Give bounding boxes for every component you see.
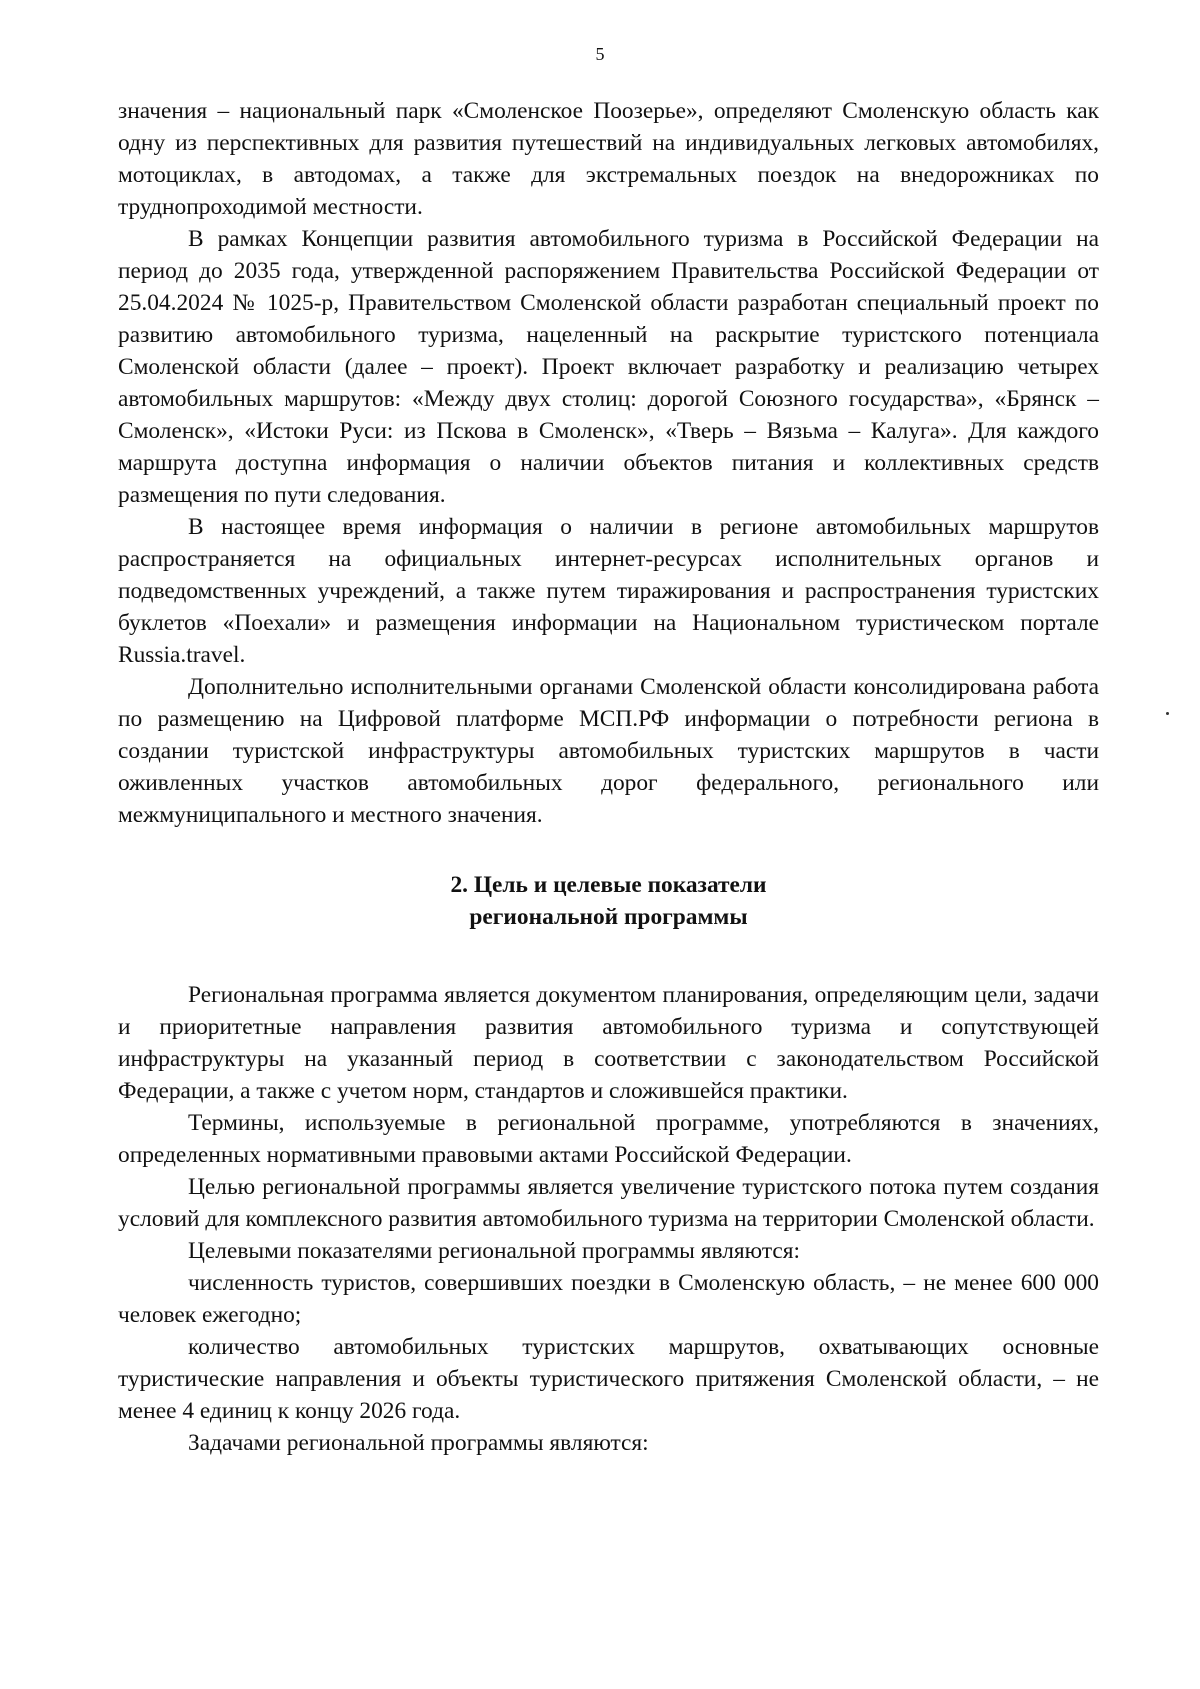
paragraph: В рамках Концепции развития автомобильного туризма в Российской Федерации на период до 2035 года, утвержденной распоряжением Правительства Российской Федерации от 25.04.2024 № 1025-р, Правительством Смоленской области разработан специальный проект по развитию автомобильного туризма, нацеленный на раскрытие туристского потенциала Смоленской области (далее – проект). Проект включает разработку и реализацию четырех автомобильных маршрутов: «Между двух столиц: дорогой Союзного государства», «Брянск – Смоленск», «Истоки Руси: из Пскова в Смоленск», «Тверь – Вязьма – Калуга». Для каждого маршрута доступна информация о наличии объектов питания и коллективных средств размещения по пути следования. [118,226,1099,508]
document-body [118,95,1099,1459]
paragraph: значения – национальный парк «Смоленское Поозерье», определяют Смоленскую область как одну из перспективных для развития путешествий на индивидуальных легковых автомобилях, мотоциклах, в автодомах, а также для экстремальных поездок на внедорожниках по труднопроходимой местности. [118,98,1099,220]
paragraph: количество автомобильных туристских маршрутов, охватывающих основные туристические направления и объекты туристического притяжения Смоленской области, – не менее 4 единиц к концу 2026 года. [118,1334,1099,1424]
paragraph: Задачами региональной программы являются: [188,1430,649,1456]
section-heading-line-1: 2. Цель и целевые показатели [450,872,767,898]
paragraph: численность туристов, совершивших поездки в Смоленскую область, – не менее 600 000 человек ежегодно; [118,1270,1099,1328]
page-number: 5 [595,44,605,64]
paragraph: Целевыми показателями региональной программы являются: [188,1238,800,1264]
section-heading-line-2: региональной программы [469,904,748,930]
paragraph: Региональная программа является документом планирования, определяющим цели, задачи и приоритетные направления развития автомобильного туризма и сопутствующей инфраструктуры на указанный период в соответствии с законодательством Российской Федерации, а также с учетом норм, стандартов и сложившейся практики. [118,982,1099,1104]
paragraph: Дополнительно исполнительными органами Смоленской области консолидирована работа по размещению на Цифровой платформе МСП.РФ информации о потребности региона в создании туристской инфраструктуры автомобильных туристских маршрутов в части оживленных участков автомобильных дорог федерального, регионального или межмуниципального и местного значения. [118,674,1099,828]
scan-speck [1166,712,1169,715]
paragraph: Термины, используемые в региональной программе, употребляются в значениях, определенных нормативными правовыми актами Российской Федерации. [118,1110,1099,1168]
paragraph: Целью региональной программы является увеличение туристского потока путем создания условий для комплексного развития автомобильного туризма на территории Смоленской области. [118,1174,1099,1232]
paragraph: В настоящее время информация о наличии в регионе автомобильных маршрутов распространяется на официальных интернет-ресурсах исполнительных органов и подведомственных учреждений, а также путем тиражирования и распространения туристских буклетов «Поехали» и размещения информации на Национальном туристическом портале Russia.travel. [118,514,1099,668]
section-heading [118,869,1099,933]
